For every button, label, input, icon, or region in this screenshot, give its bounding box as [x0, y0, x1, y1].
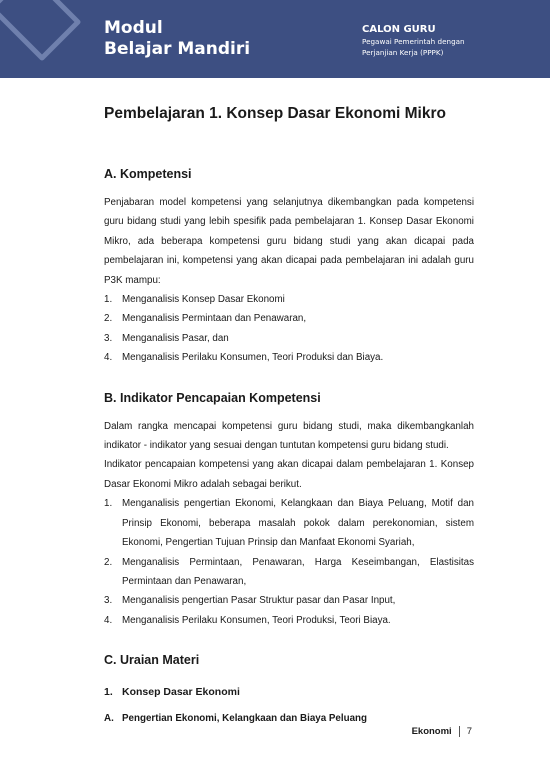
list-item-number: 4.	[104, 614, 113, 626]
list-item-number: 3.	[104, 332, 113, 344]
list-item-number: 3.	[104, 595, 113, 607]
module-title	[104, 18, 250, 60]
module-title-line2: Belajar Mandiri	[104, 39, 251, 59]
list-item-number: 1.	[104, 294, 113, 306]
subsection-heading	[104, 685, 474, 699]
list-item-text: Menganalisis Perilaku Konsumen, Teori Produksi, Teori Biaya.	[122, 614, 391, 626]
section-b-list	[104, 494, 474, 630]
subsection-title: Konsep Dasar Ekonomi	[122, 686, 240, 699]
list-item-text: Menganalisis pengertian Ekonomi, Kelangkaan dan Biaya Peluang, Motif dan Prinsip Ekonomi, beberapa masalah pokok dalam perekonomian, sistem Ekonomi, Pengertian Tujuan Prinsip dan Manfaat Ekonomi Syariah,	[122, 498, 474, 549]
section-a-paragraph: Penjabaran model kompetensi yang selanjutnya dikembangkan pada kompetensi guru bidang studi yang lebih spesifik pada pembelajaran 1. Konsep Dasar Ekonomi Mikro, ada beberapa kompetensi guru bidang studi yang akan dicapai pada pembelajaran ini, kompetensi yang akan dicapai pada pembelajaran ini adalah guru P3K mampu:	[104, 197, 474, 286]
subsubsection-heading	[104, 712, 474, 726]
header-banner	[0, 0, 550, 78]
list-item	[104, 591, 474, 610]
header-right-sub1: Pegawai Pemerintah dengan	[362, 37, 465, 46]
module-title-line1: Modul	[104, 18, 163, 38]
list-item-number: 2.	[104, 556, 113, 568]
section-b-heading: B. Indikator Pencapaian Kompetensi	[104, 390, 321, 405]
section-c-heading: C. Uraian Materi	[104, 653, 200, 668]
list-item	[104, 553, 474, 592]
list-item	[104, 348, 474, 367]
list-item-number: 4.	[104, 352, 113, 364]
list-item-text: Menganalisis Permintaan dan Penawaran,	[122, 313, 307, 325]
subsubsection-title: Pengertian Ekonomi, Kelangkaan dan Biaya Peluang	[122, 713, 367, 725]
subsubsection-letter: A.	[104, 713, 114, 725]
list-item-text: Menganalisis Konsep Dasar Ekonomi	[122, 294, 285, 306]
list-item-text: Menganalisis Perilaku Konsumen, Teori Produksi dan Biaya.	[122, 352, 384, 364]
list-item	[104, 290, 474, 309]
list-item-text: Menganalisis Pasar, dan	[122, 332, 229, 344]
header-decoration	[0, 0, 90, 78]
header-right-block	[362, 24, 465, 57]
page-content	[104, 104, 474, 726]
header-right-title: CALON GURU	[362, 24, 436, 35]
footer-subject: Ekonomi	[411, 726, 452, 737]
page-number: 7	[466, 726, 472, 737]
list-item	[104, 329, 474, 348]
footer-separator	[459, 726, 460, 737]
section-a-list	[104, 290, 474, 368]
list-item	[104, 309, 474, 328]
list-item-number: 1.	[104, 498, 113, 510]
page-footer	[412, 726, 472, 737]
list-item	[104, 611, 474, 630]
list-item-text: Menganalisis pengertian Pasar Struktur pasar dan Pasar Input,	[122, 595, 396, 607]
section-b-paragraph-2: Indikator pencapaian kompetensi yang akan dicapai dalam pembelajaran 1. Konsep Dasar Ekonomi Mikro adalah sebagai berikut.	[104, 459, 474, 490]
chapter-title: Pembelajaran 1. Konsep Dasar Ekonomi Mikro	[104, 105, 446, 122]
subsection-number: 1.	[104, 686, 113, 699]
list-item-number: 2.	[104, 313, 113, 325]
section-a-heading: A. Kompetensi	[104, 167, 192, 181]
list-item	[104, 494, 474, 552]
header-right-sub2: Perjanjian Kerja (PPPK)	[362, 47, 444, 57]
section-b-paragraph-1: Dalam rangka mencapai kompetensi guru bidang studi, maka dikembangkanlah indikator - indikator yang sesuai dengan tuntutan kompetensi guru bidang studi.	[104, 420, 474, 452]
list-item-text: Menganalisis Permintaan, Penawaran, Harga Keseimbangan, Elastisitas Permintaan dan Penawaran,	[122, 556, 474, 587]
